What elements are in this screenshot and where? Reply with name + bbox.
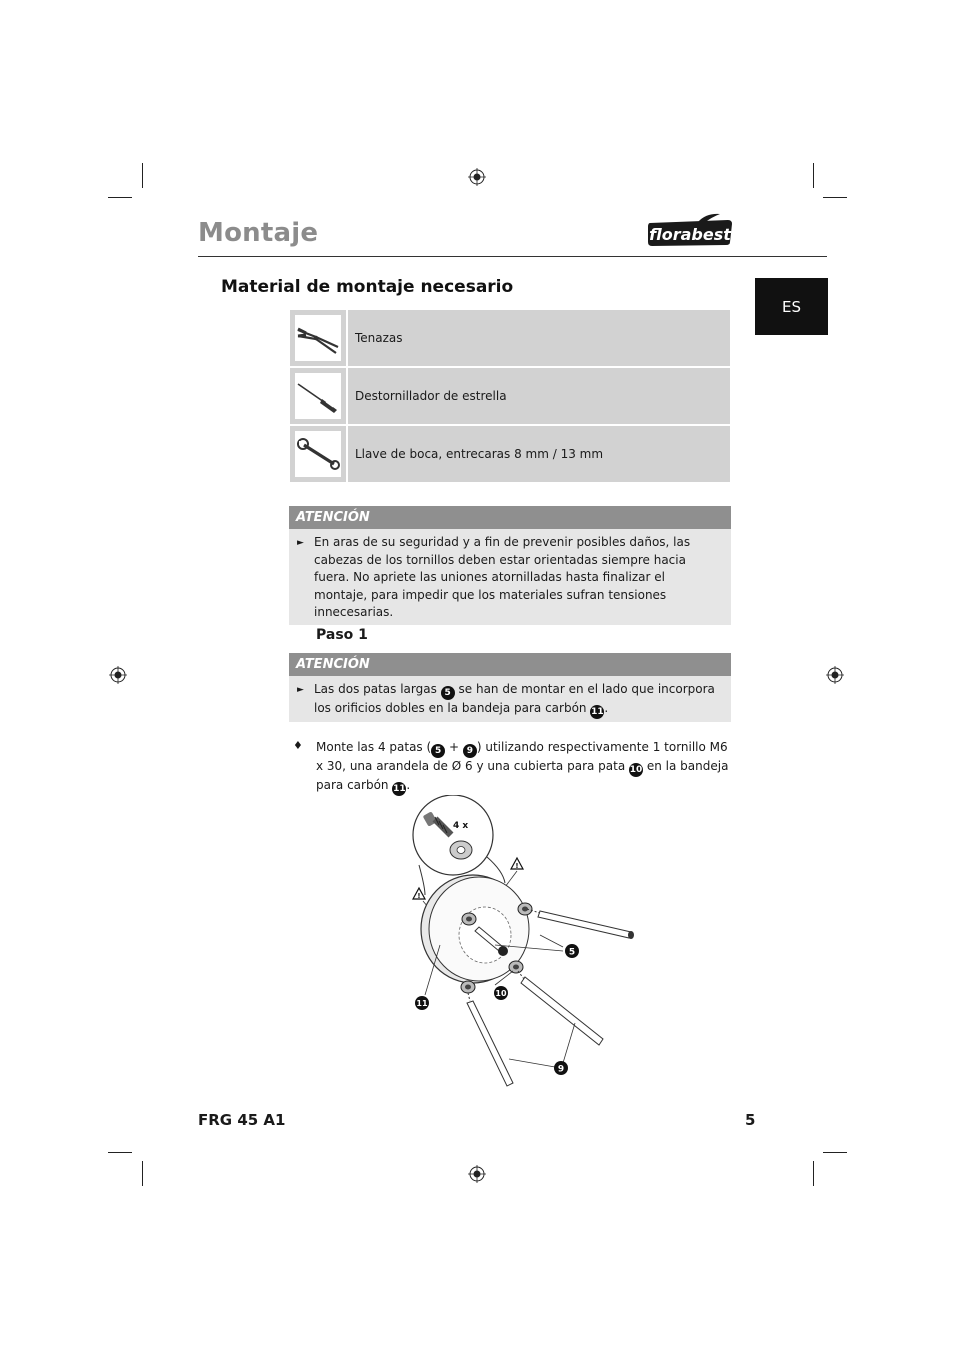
tool-label: Destornillador de estrella [347,367,730,425]
leg-cap [518,903,532,915]
part-label [415,996,429,1010]
pliers-icon [296,320,340,356]
step-title: Paso 1 [316,627,368,643]
page-number: 5 [745,1111,756,1129]
warning-text: En aras de su seguridad y a fin de prevenir posibles daños, las cabezas de los tornillos deben estar orientadas siempre hacia fuera. No apriete las uniones atornilladas hasta finalizar el montaje, para impedir que los materiales sufran tensiones innecesarias. [314,535,691,619]
leg-cap [461,981,475,993]
registration-mark-icon [826,666,844,684]
part-ref-badge: 5 [441,686,455,700]
leg-cap [509,961,523,973]
leg-long [527,909,634,939]
part-ref-badge: 9 [463,744,477,758]
instruction-text: Monte las 4 patas ( 5 + 9 ) utilizando respectivamente 1 tornillo M6 x 30, una arandela de Ø 6 y una cubierta para pata 10 en la bandeja para carbón 11. [316,740,729,794]
warning-text: se han de montar en el lado que incorpora los orificios dobles en la bandeja para carbón [314,682,715,715]
svg-text:11: 11 [416,999,428,1008]
language-tab: ES [755,278,828,335]
svg-text:5: 5 [568,947,576,958]
warning-body [289,529,731,625]
table-row [290,367,730,425]
part-ref-badge: 5 [431,744,445,758]
warning-box [289,506,731,625]
warning-body [289,676,731,722]
warning-triangle-icon [511,858,523,870]
arrow-bullet-icon: ► [297,685,304,695]
table-row [290,425,730,483]
wrench-icon [296,436,340,472]
svg-text:florabest: florabest [649,225,731,244]
page-title: Montaje [198,218,319,248]
quantity-label: 4 x [453,821,469,831]
registration-mark-icon [468,1165,486,1183]
part-label [554,1061,568,1075]
part-label [494,986,508,1000]
leg-short [518,971,603,1045]
part-ref-badge: 11 [393,784,406,794]
washer-icon [450,841,472,859]
warning-triangle-icon [413,888,425,900]
title-divider [198,256,827,257]
brand-logo [646,213,733,247]
part-ref-badge: 10 [629,765,643,775]
leg-short [467,993,513,1086]
screwdriver-icon [296,378,340,414]
arrow-bullet-icon: ► [297,538,304,548]
part-label [565,944,579,958]
svg-text:!: ! [417,892,421,900]
section-heading: Material de montaje necesario [221,277,514,297]
table-row [290,310,730,367]
assembly-diagram [395,795,655,1095]
diamond-bullet-icon: ♦ [293,739,303,752]
registration-mark-icon [468,168,486,186]
svg-text:9: 9 [557,1064,565,1075]
svg-text:10: 10 [495,989,507,998]
svg-text:!: ! [515,862,519,870]
part-ref-badge: 11 [591,707,604,717]
warning-text: . [604,701,609,715]
registration-mark-icon [109,666,127,684]
tools-table [290,310,730,484]
warning-box [289,653,731,722]
tool-label: Tenazas [347,310,730,367]
model-number: FRG 45 A1 [198,1111,286,1129]
warning-title: ATENCIÓN [289,653,731,676]
warning-title: ATENCIÓN [289,506,731,529]
leg-cap [462,913,476,925]
tool-label: Llave de boca, entrecaras 8 mm / 13 mm [347,425,730,483]
warning-text: Las dos patas largas [314,682,437,696]
